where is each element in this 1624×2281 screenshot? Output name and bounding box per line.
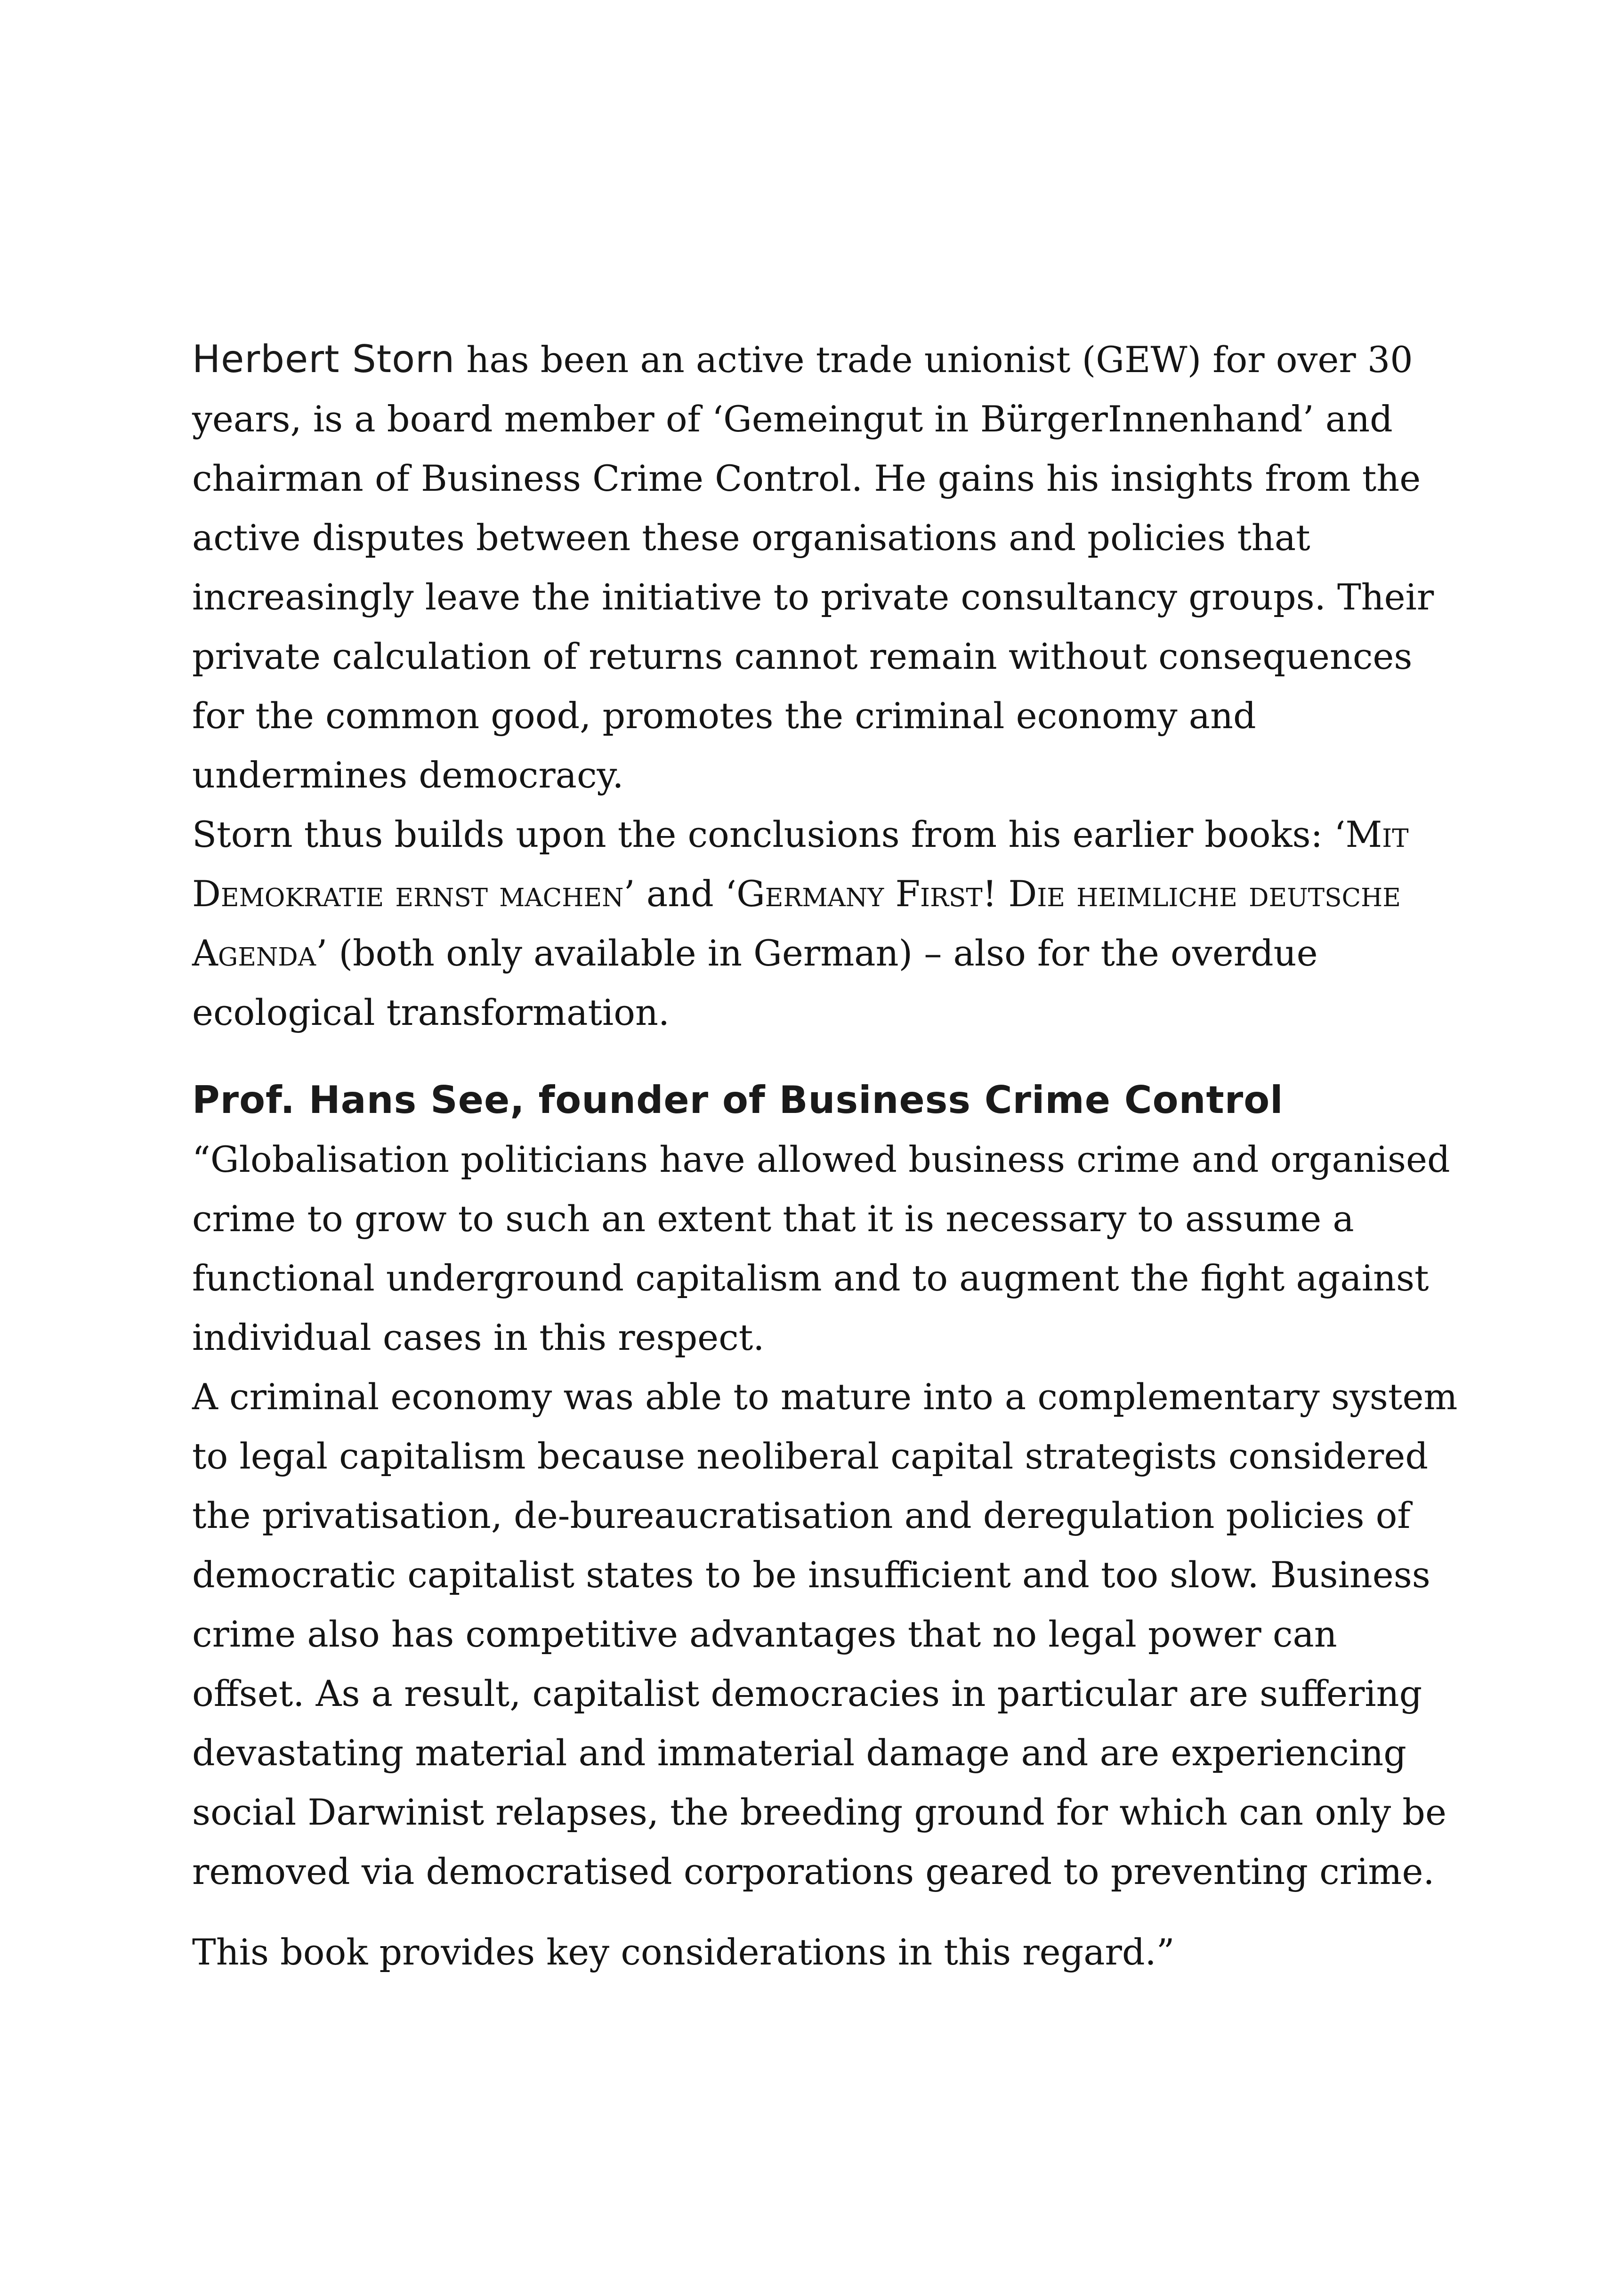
author-bio (192, 330, 1459, 805)
spacer (192, 1901, 1459, 1923)
quote-heading: Prof. Hans See, founder of Business Crime Control (192, 1078, 1284, 1122)
earlier-books-between: ’ and ‘ (623, 873, 737, 915)
quote-paragraph-1: “Globalisation politicians have allowed business crime and organised crime to grow to such an extent that it is necessary to assume a functional underground capitalism and to augment the fight against individual cases in this respect. (192, 1138, 1450, 1358)
book-title-2: Germany First! Die heimliche deutsche Agenda (192, 873, 1401, 974)
quote-paragraph-2: A criminal economy was able to mature into a complementary system to legal capitalism because neoliberal capital strategists considered the privatisation, de-bureaucratisation and deregulation policies of democratic capitalist states to be insufficient and too slow. Business crime also has competitive advantages that no legal power can offset. As a result, capitalist democracies in particular are suffering devastating material and immaterial damage and are experiencing social Darwinist relapses, the breeding ground for which can only be removed via democratised corporations geared to preventing crime. (192, 1376, 1458, 1892)
author-name: Herbert Storn (192, 337, 455, 381)
quote-paragraph-3: This book provides key considerations in this regard.” (192, 1931, 1175, 1973)
book-title-1: Mit Demokratie ernst machen (192, 813, 1409, 915)
back-cover-text (192, 330, 1459, 1982)
earlier-books (192, 805, 1459, 1042)
author-bio-text: has been an active trade unionist (GEW) for over 30 years, is a board member of ‘Gemeingut in BürgerInnenhand’ and chairman of Business Crime Control. He gains his insights from the active disputes between these organisations and policies that increasingly leave the initiative to private consultancy groups. Their private calculation of returns cannot remain without consequences for the common good, promotes the criminal economy and undermines democracy. (192, 339, 1434, 796)
earlier-books-intro: Storn thus builds upon the conclusions from his earlier books: ‘ (192, 813, 1346, 855)
earlier-books-outro: ’ (both only available in German) – also for the overdue ecological transformation. (192, 932, 1318, 1033)
spacer (192, 1042, 1459, 1071)
